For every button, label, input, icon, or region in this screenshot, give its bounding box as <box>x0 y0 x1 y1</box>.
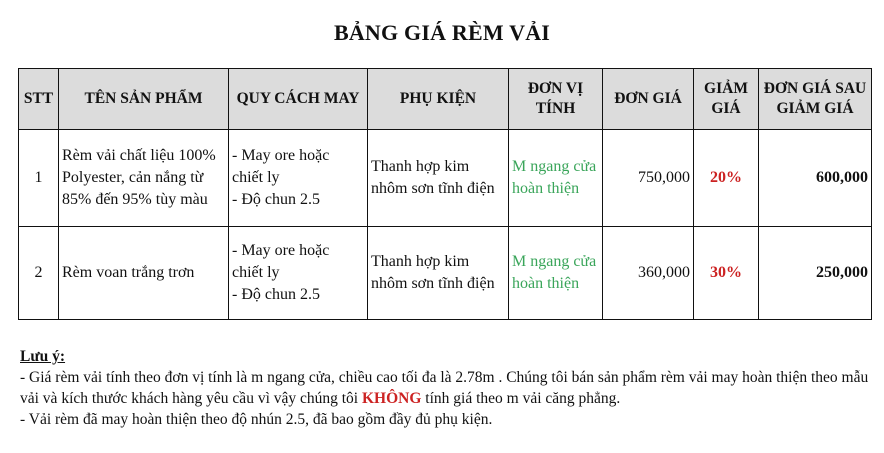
row-final-price: 250,000 <box>759 227 872 320</box>
table-row <box>19 227 872 320</box>
row-discount: 20% <box>694 130 759 227</box>
header-accessories: PHỤ KIỆN <box>368 69 509 130</box>
row-final-price: 600,000 <box>759 130 872 227</box>
notes-heading: Lưu ý: <box>20 348 66 365</box>
row-unit: M ngang cửa hoàn thiện <box>509 227 603 320</box>
header-unit-price: ĐƠN GIÁ <box>603 69 694 130</box>
page-title: BẢNG GIÁ RÈM VẢI <box>333 20 551 45</box>
row-stt: 1 <box>19 130 59 227</box>
price-table <box>18 68 872 320</box>
header-discount: GIẢM GIÁ <box>694 69 759 130</box>
note-line-1 <box>20 367 880 409</box>
spec-line: - Độ chun 2.5 <box>232 191 320 208</box>
row-discount: 30% <box>694 227 759 320</box>
spec-line: - May ore hoặc chiết ly <box>232 242 330 281</box>
note-text: tính giá theo m vải căng phẳng. <box>421 390 621 407</box>
spec-line: - May ore hoặc chiết ly <box>232 147 330 186</box>
header-sewing-spec: QUY CÁCH MAY <box>229 69 368 130</box>
row-unit-price: 750,000 <box>603 130 694 227</box>
header-unit: ĐƠN VỊ TÍNH <box>509 69 603 130</box>
row-accessories: Thanh hợp kim nhôm sơn tĩnh điện <box>368 227 509 320</box>
notes-section <box>20 346 880 430</box>
row-accessories: Thanh hợp kim nhôm sơn tĩnh điện <box>368 130 509 227</box>
row-product-name: Rèm vải chất liệu 100% Polyester, cản nắng từ 85% đến 95% tùy màu <box>59 130 229 227</box>
row-unit: M ngang cửa hoàn thiện <box>509 130 603 227</box>
row-sewing-spec <box>229 130 368 227</box>
header-final-price: ĐƠN GIÁ SAU GIẢM GIÁ <box>759 69 872 130</box>
header-product-name: TÊN SẢN PHẨM <box>59 69 229 130</box>
note-line-2: - Vải rèm đã may hoàn thiện theo độ nhún 2.5, đã bao gồm đầy đủ phụ kiện. <box>20 411 493 428</box>
row-stt: 2 <box>19 227 59 320</box>
spec-line: - Độ chun 2.5 <box>232 286 320 303</box>
table-row <box>19 130 872 227</box>
header-stt: STT <box>19 69 59 130</box>
note-text: - Giá rèm vải tính theo đơn vị tính là m ngang cửa, chiều cao tối đa là 2.78m . Chúng tôi bán sản phẩm rèm vải may hoàn thiện theo mẫu vải và kích thước khách hàng yêu cầu vì vậy chúng tôi <box>20 369 869 407</box>
row-product-name: Rèm voan trắng trơn <box>59 227 229 320</box>
row-sewing-spec <box>229 227 368 320</box>
note-highlight: KHÔNG <box>362 390 422 407</box>
row-unit-price: 360,000 <box>603 227 694 320</box>
table-header-row <box>19 69 872 130</box>
